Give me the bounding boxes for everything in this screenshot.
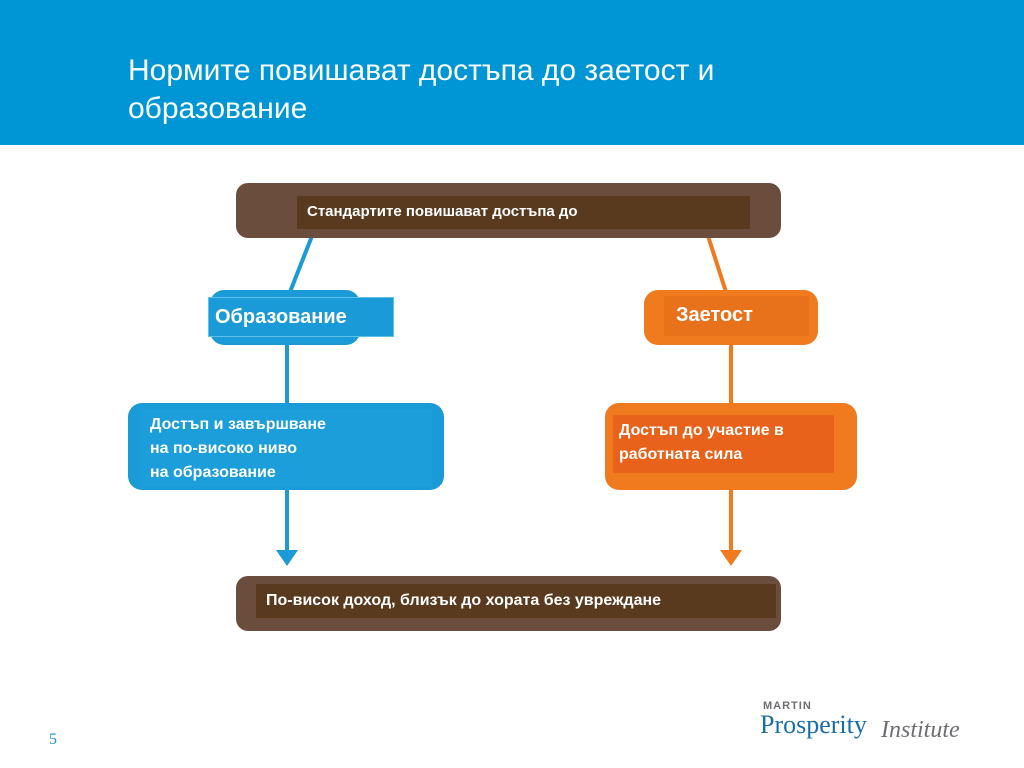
education-detail-line: на по-високо ниво [150,440,298,457]
education-detail-text [140,409,432,487]
martin-prosperity-institute-logo [760,700,990,748]
employment-detail-line: работната сила [619,446,743,463]
page-number: 5 [49,731,57,748]
arrowhead-employment [720,550,742,566]
employment-node [644,290,818,345]
top-node [236,183,781,238]
slide-title-line-1: Нормите повишават достъпа до заетост и [128,54,715,87]
education-detail-line: Достъп и завършване [150,416,326,433]
top-node-label: Стандартите повишават достъпа до [297,196,750,229]
connector-top-to-education [290,236,312,292]
employment-detail-node [605,403,857,490]
connector-top-to-employment [708,236,726,292]
education-detail-node [128,403,444,490]
bottom-node [236,576,781,631]
arrowhead-education [276,550,298,566]
education-node-label: Образование [208,297,394,337]
education-node [210,290,360,345]
employment-detail-line: Достъп до участие в [619,422,784,439]
logo-institute-text: Institute [881,717,960,743]
education-detail-line: на образование [150,464,276,481]
slide-title-line-2: образование [128,92,308,125]
logo-martin-text: MARTIN [763,700,812,712]
employment-detail-text [613,415,834,473]
logo-prosperity-text: Prosperity [760,710,867,739]
employment-node-label: Заетост [664,296,809,336]
bottom-node-label: По-висок доход, близък до хората без увреждане [256,584,776,618]
